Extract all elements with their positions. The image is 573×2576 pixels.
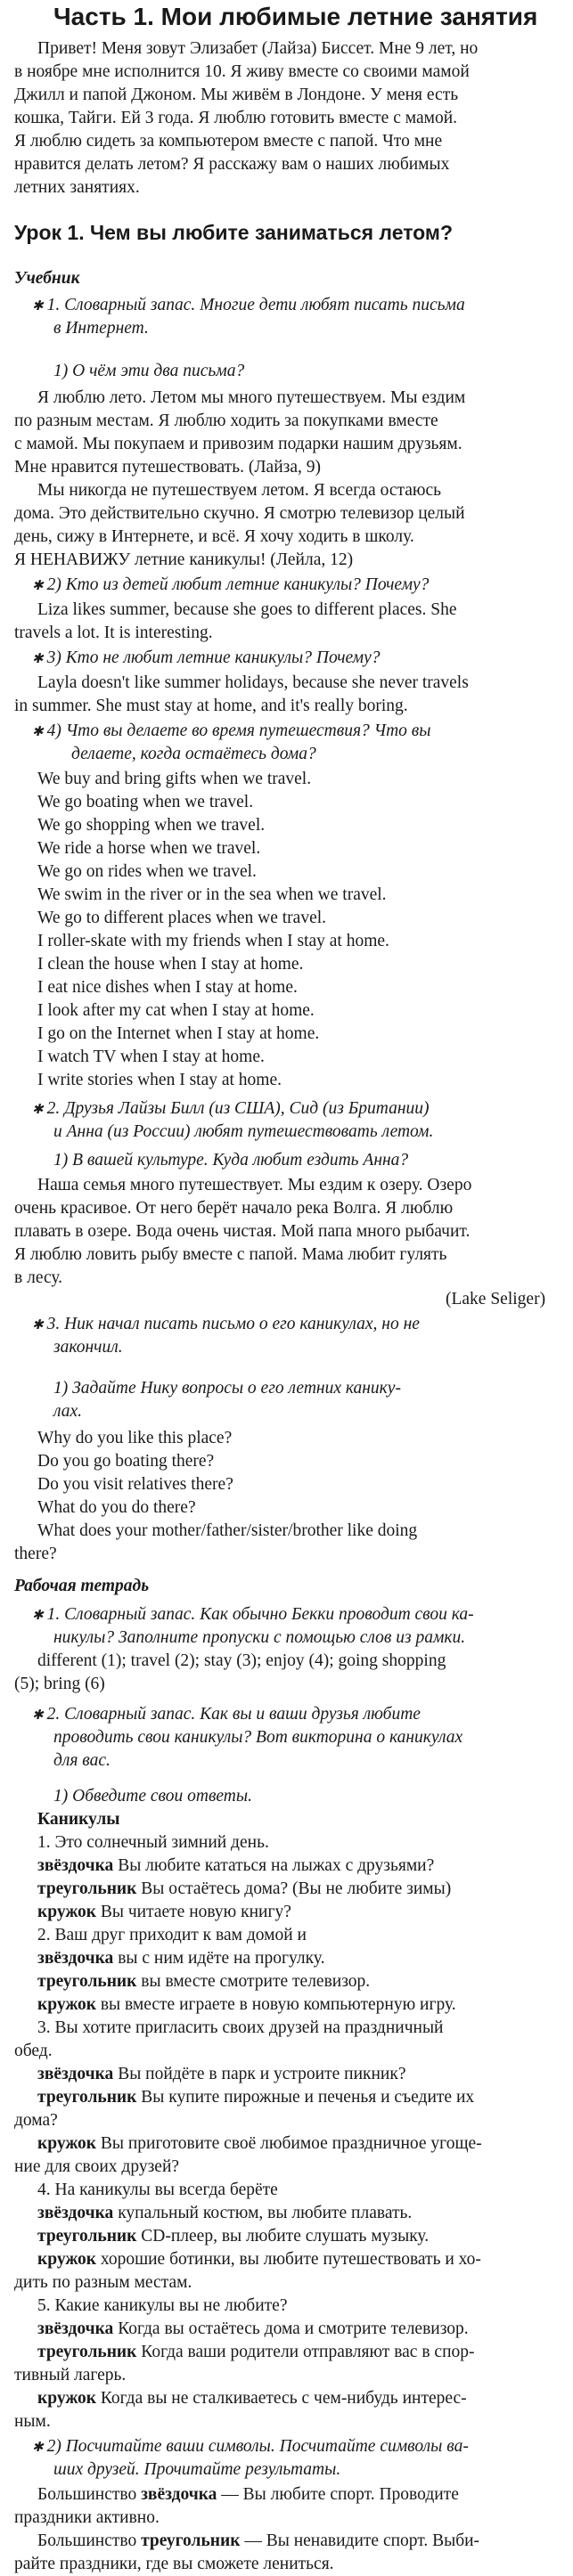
line-text: 4) Что вы делаете во время путешествия? Что вы xyxy=(46,721,431,740)
line-text: 1) В вашей культуре. Куда любит ездить Анна? xyxy=(53,1151,409,1170)
star-bullet-icon: ✱ xyxy=(32,652,44,666)
text-line xyxy=(0,647,573,671)
line-text: очень красивое. От него берёт начало река Волга. Я люблю xyxy=(14,1199,454,1218)
text-line xyxy=(0,1970,573,1993)
line-text: 3. Вы хотите пригласить своих друзей на праздничный xyxy=(37,2018,444,2037)
line-text: I roller-skate with my friends when I stay at home. xyxy=(37,932,389,950)
text-line xyxy=(0,1575,573,1598)
line-text: in summer. She must stay at home, and it's really boring. xyxy=(14,697,408,715)
text-line xyxy=(0,1878,573,1901)
line-text: день, сижу в Интернете, и всё. Я хочу ходить в школу. xyxy=(14,527,414,546)
text-line xyxy=(0,2040,573,2063)
text-line xyxy=(0,907,573,930)
line-text: звёздочка купальный костюм, вы любите плавать. xyxy=(37,2204,413,2222)
text-line xyxy=(0,1427,573,1450)
text-line xyxy=(0,1855,573,1878)
line-text: 1. Это солнечный зимний день. xyxy=(37,1833,269,1852)
line-text: Большинство треугольник — Вы ненавидите спорт. Выби- xyxy=(37,2531,480,2550)
star-bullet-icon: ✱ xyxy=(32,299,44,314)
line-text: Я НЕНАВИЖУ летние каникулы! (Лейла, 12) xyxy=(14,550,354,569)
line-text: ным. xyxy=(14,2412,51,2431)
line-text: We go to different places when we travel. xyxy=(37,909,327,927)
line-text: Layla doesn't like summer holidays, because she never travels xyxy=(37,673,469,692)
text-line xyxy=(0,1703,573,1727)
text-line xyxy=(0,294,573,318)
text-line xyxy=(0,976,573,999)
text-line xyxy=(0,107,573,130)
line-text: travels a lot. It is interesting. xyxy=(14,624,213,642)
line-text: Рабочая тетрадь xyxy=(14,1577,150,1595)
line-text: Наша семья много путешествует. Мы ездим к озеру. Озеро xyxy=(37,1176,472,1194)
line-text: в ноябре мне исполнится 10. Я живу вместе со своими мамой xyxy=(14,62,470,81)
line-text: кружок Вы приготовите своё любимое праздничное угоще- xyxy=(37,2134,482,2153)
text-line xyxy=(0,768,573,791)
line-text: I go on the Internet when I stay at home. xyxy=(37,1024,320,1043)
line-text: 2) Посчитайте ваши символы. Посчитайте символы ва- xyxy=(46,2437,469,2456)
text-line xyxy=(0,930,573,953)
text-line xyxy=(0,37,573,61)
line-text: Учебник xyxy=(14,269,80,288)
line-text: звёздочка Когда вы остаётесь дома и смотрите телевизор. xyxy=(37,2319,469,2338)
line-text: different (1); travel (2); stay (3); enjoy (4); going shopping xyxy=(37,1651,446,1670)
text-line xyxy=(0,2483,573,2507)
line-text: Большинство звёздочка — Вы любите спорт. Проводите xyxy=(37,2485,459,2504)
star-bullet-icon: ✱ xyxy=(32,725,44,739)
line-text: дома. Это действительно скучно. Я смотрю телевизор целый xyxy=(14,504,465,523)
line-text: звёздочка Вы пойдёте в парк и устроите пикник? xyxy=(37,2065,406,2083)
text-line xyxy=(0,1543,573,1566)
text-line xyxy=(0,2,573,32)
line-text: 1. Словарный запас. Многие дети любят писать письма xyxy=(46,296,465,314)
line-text: праздники активно. xyxy=(14,2508,160,2527)
line-text: Do you go boating there? xyxy=(37,1452,215,1471)
text-line xyxy=(0,622,573,645)
line-text: проводить свои каникулы? Вот викторина о каникулах xyxy=(53,1728,463,1747)
text-line xyxy=(0,2435,573,2459)
line-text: ших друзей. Прочитайте результаты. xyxy=(53,2460,341,2479)
line-text: Джилл и папой Джоном. Мы живём в Лондоне. У меня есть xyxy=(14,86,459,104)
line-text: звёздочка Вы любите кататься на лыжах с друзьями? xyxy=(37,1856,435,1875)
text-line xyxy=(0,1626,573,1650)
text-line xyxy=(0,479,573,502)
line-text: I look after my cat when I stay at home. xyxy=(37,1001,315,1020)
star-bullet-icon: ✱ xyxy=(32,1318,44,1333)
text-line xyxy=(0,1808,573,1831)
text-line xyxy=(0,695,573,718)
text-line xyxy=(0,1046,573,1069)
text-line xyxy=(0,1069,573,1092)
text-line xyxy=(0,1673,573,1696)
line-text: треугольник CD-плеер, вы любите слушать музыку. xyxy=(37,2227,430,2246)
line-text: плавать в озере. Вода очень чистая. Мой папа много рыбачит. xyxy=(14,1222,471,1241)
line-text: треугольник Когда ваши родители отправляют вас в спор- xyxy=(37,2343,475,2361)
line-text: I eat nice dishes when I stay at home. xyxy=(37,978,298,997)
text-line xyxy=(0,1785,573,1808)
text-line xyxy=(0,791,573,814)
line-text: лах. xyxy=(53,1402,83,1421)
text-line xyxy=(0,1243,573,1267)
line-text: 5. Какие каникулы вы не любите? xyxy=(37,2296,288,2315)
text-line xyxy=(0,1473,573,1496)
line-text: кружок хорошие ботинки, вы любите путешествовать и хо- xyxy=(37,2250,481,2269)
line-text: Мы никогда не путешествуем летом. Я всегда остаюсь xyxy=(37,481,442,500)
star-bullet-icon: ✱ xyxy=(32,1609,44,1623)
line-text: We buy and bring gifts when we travel. xyxy=(37,770,312,788)
text-line xyxy=(0,574,573,598)
text-line xyxy=(0,1947,573,1970)
text-line xyxy=(0,1220,573,1243)
star-bullet-icon: ✱ xyxy=(32,579,44,593)
line-text: в лесу. xyxy=(14,1268,63,1287)
text-line xyxy=(0,837,573,860)
text-line xyxy=(0,1450,573,1473)
text-line xyxy=(0,1377,573,1400)
text-line xyxy=(0,1288,573,1311)
line-text: райте праздники, где вы сможете лениться. xyxy=(14,2555,334,2573)
text-line xyxy=(0,1520,573,1543)
star-bullet-icon: ✱ xyxy=(32,1103,44,1117)
text-line xyxy=(0,219,573,246)
line-text: 2. Словарный запас. Как вы и ваши друзья любите xyxy=(46,1705,421,1724)
text-line xyxy=(0,814,573,837)
text-line xyxy=(0,953,573,976)
text-line xyxy=(0,526,573,549)
text-line xyxy=(0,84,573,107)
line-text: Мне нравится путешествовать. (Лайза, 9) xyxy=(14,458,321,477)
line-text: I clean the house when I stay at home. xyxy=(37,955,304,974)
text-line xyxy=(0,1097,573,1121)
text-line xyxy=(0,2202,573,2225)
line-text: обед. xyxy=(14,2042,53,2060)
line-text: дить по разным местам. xyxy=(14,2273,192,2292)
line-text: звёздочка вы с ним идёте на прогулку. xyxy=(37,1949,325,1968)
text-line xyxy=(0,176,573,200)
line-text: I watch TV when I stay at home. xyxy=(37,1048,265,1066)
text-line xyxy=(0,2530,573,2553)
line-text: ние для своих друзей? xyxy=(14,2157,180,2176)
text-line xyxy=(0,1121,573,1144)
line-text: никулы? Заполните пропуски с помощью слов из рамки. xyxy=(53,1628,466,1647)
text-line xyxy=(0,2341,573,2364)
line-text: закончил. xyxy=(53,1338,123,1357)
text-line xyxy=(0,2086,573,2109)
text-line xyxy=(0,1603,573,1627)
text-line xyxy=(0,720,573,744)
line-text: What does your mother/father/sister/brother like doing xyxy=(37,1521,418,1540)
text-line xyxy=(0,317,573,340)
line-text: делаете, когда остаётесь дома? xyxy=(71,745,316,763)
text-line xyxy=(0,999,573,1023)
line-text: 3. Ник начал писать письмо о его каникулах, но не xyxy=(46,1315,420,1333)
line-text: 1) Обведите свои ответы. xyxy=(53,1787,252,1806)
line-text: кошка, Тайги. Ей 3 года. Я люблю готовить вместе с мамой. xyxy=(14,109,458,127)
line-text: Привет! Меня зовут Элизабет (Лайза) Биссет. Мне 9 лет, но xyxy=(37,39,479,58)
text-line xyxy=(0,2132,573,2156)
line-text: Урок 1. Чем вы любите заниматься летом? xyxy=(14,221,453,244)
line-text: для вас. xyxy=(53,1751,111,1770)
text-line xyxy=(0,2109,573,2132)
text-line xyxy=(0,360,573,383)
text-line xyxy=(0,2271,573,2295)
text-line xyxy=(0,153,573,176)
text-line xyxy=(0,1313,573,1337)
text-line xyxy=(0,1650,573,1673)
line-text: дома? xyxy=(14,2111,58,2130)
star-bullet-icon: ✱ xyxy=(32,1708,44,1723)
text-line xyxy=(0,2248,573,2271)
text-line xyxy=(0,2156,573,2179)
line-text: Я люблю ловить рыбу вместе с папой. Мама любит гулять xyxy=(14,1245,447,1264)
text-line xyxy=(0,1400,573,1423)
line-text: We swim in the river or in the sea when we travel. xyxy=(37,885,387,904)
text-line xyxy=(0,860,573,884)
line-text: тивный лагерь. xyxy=(14,2366,127,2384)
line-text: 1) О чём эти два письма? xyxy=(53,362,245,380)
text-line xyxy=(0,2225,573,2248)
line-text: We go shopping when we travel. xyxy=(37,816,266,835)
line-text: 4. На каникулы вы всегда берёте xyxy=(37,2181,278,2199)
text-line xyxy=(0,2410,573,2433)
line-text: 1) Задайте Нику вопросы о его летних канику- xyxy=(53,1379,401,1398)
line-text: We ride a horse when we travel. xyxy=(37,839,261,858)
text-line xyxy=(0,1831,573,1855)
line-text: с мамой. Мы покупаем и привозим подарки нашим друзьям. xyxy=(14,435,462,453)
text-line xyxy=(0,2017,573,2040)
text-line xyxy=(0,1023,573,1046)
text-line xyxy=(0,387,573,410)
text-line xyxy=(0,410,573,433)
text-line xyxy=(0,1336,573,1359)
line-text: кружок вы вместе играете в новую компьютерную игру. xyxy=(37,1995,456,2014)
line-text: We go on rides when we travel. xyxy=(37,862,257,881)
text-line xyxy=(0,1924,573,1947)
line-text: there? xyxy=(14,1545,57,1563)
line-text: 1. Словарный запас. Как обычно Бекки проводит свои ка- xyxy=(46,1605,474,1624)
text-line xyxy=(0,267,573,290)
text-line xyxy=(0,884,573,907)
line-text: треугольник вы вместе смотрите телевизор. xyxy=(37,1972,371,1991)
text-line xyxy=(0,2295,573,2318)
text-line xyxy=(0,2364,573,2387)
line-text: 2. Ваш друг приходит к вам домой и xyxy=(37,1926,307,1944)
star-bullet-icon: ✱ xyxy=(32,2441,44,2455)
text-line xyxy=(0,1267,573,1290)
line-text: 2. Друзья Лайзы Билл (из США), Сид (из Британии) xyxy=(46,1099,430,1118)
line-text: Я люблю лето. Летом мы много путешествуем. Мы ездим xyxy=(37,388,466,407)
line-text: Do you visit relatives there? xyxy=(37,1475,233,1494)
line-text: Каникулы xyxy=(37,1810,120,1829)
text-line xyxy=(0,502,573,526)
text-line xyxy=(0,1726,573,1749)
line-text: в Интернет. xyxy=(53,319,149,338)
line-text: 2) Кто из детей любит летние каникулы? Почему? xyxy=(46,575,430,594)
line-text: Why do you like this place? xyxy=(37,1429,233,1447)
text-line xyxy=(0,1901,573,1924)
line-text: I write stories when I stay at home. xyxy=(37,1071,282,1089)
text-line xyxy=(0,2318,573,2341)
text-line xyxy=(0,2458,573,2482)
text-line xyxy=(0,2387,573,2410)
text-line xyxy=(0,1749,573,1773)
text-line xyxy=(0,2179,573,2202)
text-line xyxy=(0,672,573,695)
text-line xyxy=(0,1174,573,1197)
text-line xyxy=(0,2507,573,2530)
line-text: Liza likes summer, because she goes to different places. She xyxy=(37,600,457,619)
line-text: Я люблю сидеть за компьютером вместе с папой. Что мне xyxy=(14,132,443,151)
line-text: кружок Когда вы не сталкиваетесь с чем-нибудь интерес- xyxy=(37,2389,467,2408)
line-text: Часть 1. Мои любимые летние занятия xyxy=(53,3,538,30)
text-line xyxy=(0,599,573,622)
line-text: летних занятиях. xyxy=(14,178,140,197)
text-line xyxy=(0,1149,573,1172)
text-line xyxy=(0,456,573,479)
line-text: (Lake Seliger) xyxy=(446,1290,546,1308)
line-text: 3) Кто не любит летние каникулы? Почему? xyxy=(46,648,381,667)
line-text: кружок Вы читаете новую книгу? xyxy=(37,1903,291,1921)
line-text: (5); bring (6) xyxy=(14,1675,105,1693)
text-line xyxy=(0,1197,573,1220)
text-line xyxy=(0,130,573,153)
line-text: и Анна (из России) любят путешествовать летом. xyxy=(53,1122,434,1141)
line-text: нравится делать летом? Я расскажу вам о наших любимых xyxy=(14,155,450,174)
text-line xyxy=(0,1496,573,1520)
text-line xyxy=(0,1993,573,2017)
text-line xyxy=(0,433,573,456)
line-text: по разным местам. Я люблю ходить за покупками вместе xyxy=(14,412,438,430)
text-line xyxy=(0,2063,573,2086)
text-line xyxy=(0,549,573,572)
text-line xyxy=(0,61,573,84)
line-text: What do you do there? xyxy=(37,1498,196,1517)
text-line xyxy=(0,743,573,766)
line-text: треугольник Вы остаётесь дома? (Вы не любите зимы) xyxy=(37,1879,452,1898)
text-line xyxy=(0,2553,573,2576)
line-text: We go boating when we travel. xyxy=(37,793,254,811)
line-text: треугольник Вы купите пирожные и печенья и съедите их xyxy=(37,2088,475,2107)
